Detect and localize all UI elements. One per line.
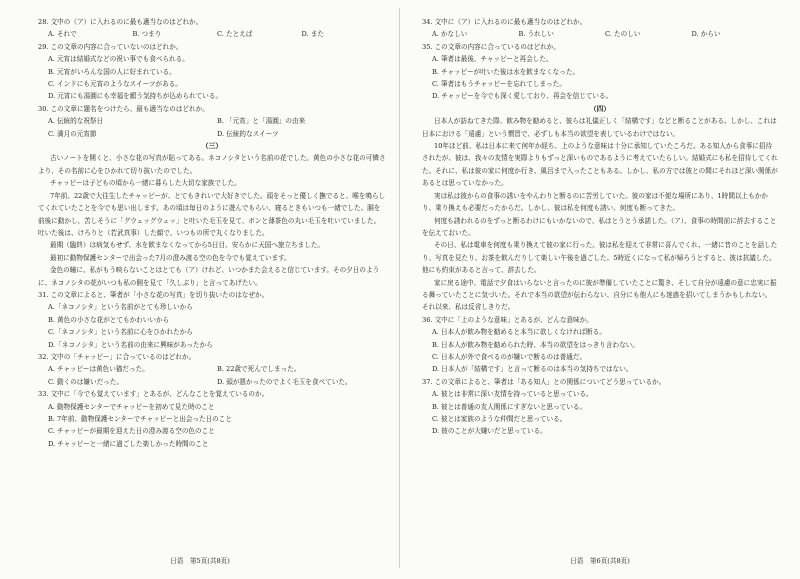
q31-stem: 31. この文章によると、筆者が「小さな花の写真」を切り抜いたのはなぜか。 xyxy=(38,290,269,299)
q32-option-d: D. 頭が悪かったのでよく毛玉を食べていた。 xyxy=(217,377,352,386)
q36-option-a: A. 日本人が飲み物を勧めると本当に欲しくなければ断る。 xyxy=(432,328,606,337)
q29-option-d: D. 元宵にも湯圓にも幸福を願う気持ちが込められている。 xyxy=(48,92,223,101)
q35-option-b: B. チャッピーが吐いた後は水を飲まなくなった。 xyxy=(432,67,580,76)
q30-option-b: B. 「元宵」と「湯圓」の由来 xyxy=(217,117,306,126)
q31-option-b: B. 黄色の小さな花がとてもかわいいから xyxy=(48,315,170,324)
section-4-title: （四） xyxy=(589,104,611,113)
page-6 xyxy=(400,0,800,579)
q32-option-b: B. 22歳で死んでしまった。 xyxy=(217,365,301,374)
q34-option-d: D. からい xyxy=(691,30,721,39)
q30-options-row1 xyxy=(38,115,386,127)
q35-option-d: D. チャッピーを今でも深く愛しており、再会を信じている。 xyxy=(432,92,613,101)
passage-3-p4: 最期（臨終）は病気もせず、水を飲まなくなってから5日目、安らかに天国へ旅立ちました。 xyxy=(50,241,325,250)
q37-stem: 37. この文章によると、筆者は「ある知人」との関係についてどう思っているか。 xyxy=(422,377,666,386)
q30-option-a: A. 伝統的な祝祭日 xyxy=(48,117,104,126)
q35-stem: 35. この文章の内容に合っているのはどれか。 xyxy=(422,42,560,51)
q34-option-b: B. うれしい xyxy=(518,30,554,39)
q33-option-a: A. 動物保護センターでチャッピーを初めて見た時のこと xyxy=(48,402,215,411)
q35-option-c: C. 筆者はもうチャッピーを忘れてしまった。 xyxy=(432,80,566,89)
q28-option-b: B. つまり xyxy=(132,30,162,39)
q36-stem: 36. 文中に「上のような意味」とあるが、どんな意味か。 xyxy=(422,315,593,324)
passage-4-p1: 日本人が訪ねてきた際、飲み物を勧めると、彼らは礼儀正しく「結構です」などと断ることがある。しかし、これは日本における「遠慮」という慣習で、必ずしも本当の欲望を表しているわけではない。 xyxy=(422,117,777,138)
passage-3-p2: チャッピーは子どもの頃から一緒に暮らした大切な家族でした。 xyxy=(50,179,241,188)
q33-option-b: B. 7年前、動物保護センターでチャッピーと出会った日のこと xyxy=(48,415,232,423)
q32-option-c: C. 動くのは嫌いだった。 xyxy=(48,377,123,386)
q32-option-a: A. チャッピーは黄色い猫だった。 xyxy=(48,365,149,374)
q37-option-b: B. 彼とは普通の友人関係にすぎないと思っている。 xyxy=(432,402,587,411)
q34-option-a: A. かなしい xyxy=(432,30,468,39)
q33-option-c: C. チャッピーが最期を迎えた日の澄み渡る空の色のこと xyxy=(48,427,215,436)
page-6-footer: 日语 第6页(共8页) xyxy=(570,557,630,565)
q29-stem: 29. この文章の内容に合っていないのはどれか。 xyxy=(38,42,183,51)
q32-options-row2 xyxy=(38,376,386,388)
q30-option-d: D. 伝統的なスイーツ xyxy=(217,129,279,138)
q28-option-a: A. それで xyxy=(48,30,77,39)
q29-option-a: A. 元宵は結婚式などの祝い事でも食べられる。 xyxy=(48,55,189,64)
passage-4-p5: その日、私は電車を何度も乗り換えて彼の家に行った。彼は私を迎えて非常に喜んでくれ、一緒に昔のことを話したり、写真を見たり、お茶を飲んだりして楽しい午後を過ごした。5時近くになって私が帰ろうとすると、彼は抗議した。他にも約束があると言って、辞去した。 xyxy=(422,241,778,275)
q29-option-b: B. 元宵がいろんな国の人に好まれている。 xyxy=(48,67,176,76)
q32-stem: 32. 文中の「チャッピー」に合っているのはどれか。 xyxy=(38,352,196,361)
q36-option-b: B. 日本人が飲み物を勧められた時、本当の欲望をはっきり言わない。 xyxy=(432,340,639,349)
passage-4-p4: 何度も誘われるのをずっと断るわけにもいかないので、私はとうとう承諾した。（ア）、食事の時間前に辞去することを伝えておいた。 xyxy=(422,216,777,237)
passage-3-p1: 古いノートを開くと、小さな花の写真が貼ってある。ネコノシタという名前の花でした。黄色の小さな花の可憐さより、その名前に心をひかれて切り抜いたのでした。 xyxy=(38,154,386,175)
q36-option-c: C. 日本人が外で食べるのが嫌いで断るのは普通だ。 xyxy=(432,352,587,361)
q33-option-d: D. チャッピーと一緒に過ごした楽しかった時間のこと xyxy=(48,439,209,448)
q28-option-d: D. また xyxy=(301,30,324,39)
passage-4-p6: 家に戻る途中、電話で夕食はいらないと言ったのに彼が準備していたことに驚き、そして自分が遠慮の意に忠実に振る舞っていたことに気づいた。それで本当の欲望が伝わらない、自分にも他人にも迷惑を招いてしまうかもしれない。それ以来、私は反省しきりだ。 xyxy=(422,278,777,312)
passage-3-p3: 7年前、22歳で大往生したチャッピーが、とてもきれいで大好きでした。頭をそっと優しく撫でると、喉を鳴らしてくれていたことを今でも思い出します。あの頃は毎日のように遊んでもらい、寝るときもいつも一緒でした。胴を前後に動かし、苦しそうに「グウェッグウェッ」と吐いた毛玉を見て、ボンと薄茶色の丸い毛玉を吐いていました。吐いた後は、けろりと（若武真事）した顔で、いつもの所で丸くなりました。 xyxy=(38,191,386,237)
q30-options-row2 xyxy=(38,128,386,140)
q28-options xyxy=(38,28,386,40)
q34-stem: 34. 文中に（ア）に入れるのに最も適当なのはどれか。 xyxy=(422,18,587,26)
q37-option-a: A. 彼とは非常に深い友情を持っていると思っている。 xyxy=(432,390,593,399)
q28-stem: 28. 文中の（ア）に入れるのに最も適当なのはどれか。 xyxy=(38,18,203,26)
passage-4-p2: 10年ほど前、私は日本に来て何年か経ち、上のような意味は十分に承知していたころだ。ある知人から食事に招待されたが、彼は、我々の友情を実際よりもずっと深いものであるように考えていたらしい。結婚式にも私を招待してくれた。それに、私は彼の家に何度か行き、風呂まで入ったこともある。しかし、私の方では彼との間にそれほど深い関係があるとは思っていなかった。 xyxy=(422,142,778,188)
q33-stem: 33. 文中に「今でも覚えています」とあるが、どんなことを覚えているのか。 xyxy=(38,390,269,399)
q30-option-c: C. 満月の元宵節 xyxy=(48,129,97,138)
q31-option-a: A.「ネコノシタ」という名前がとても珍しいから xyxy=(48,303,193,312)
q36-option-d: D. 日本人が「結構です」と言って断るのは本当の気持ちではない。 xyxy=(432,365,633,374)
q37-option-c: C. 彼とは家族のような仲間だと思っている。 xyxy=(432,415,567,423)
q34-options xyxy=(422,28,778,40)
passage-3-p6: 金色の瞳に、私がもう映らないことはとても（ア）けれど、いつかまた会えると信じています。その夕日のように、ネコノシタの花がいつも私の側を見て「久しぶり」と言ってあげたい。 xyxy=(38,266,380,287)
page-5-footer: 日语 第5页(共8页) xyxy=(170,557,230,565)
q30-stem: 30. この文章に題名をつけたら、最も適当なのはどれか。 xyxy=(38,104,209,113)
q31-option-d: D.「ネコノシタ」という名前の由来に興味があったから xyxy=(48,340,213,349)
section-3-title: （三） xyxy=(201,142,223,151)
q35-option-a: A. 筆者は最後、チャッピーと再会した。 xyxy=(432,55,553,64)
q37-option-d: D. 彼のことが大嫌いだと思っている。 xyxy=(432,427,547,436)
passage-4-p3: 実は私は彼からの食事の誘いをやんわりと断るのに苦労していた。彼の家は不便な場所にあり、1時間以上もかかり、乗り換えも必要だったからだ。しかし、彼は私を何度も誘い、何度も断ってきた。 xyxy=(422,191,768,213)
q28-option-c: C. たとえば xyxy=(217,30,253,39)
q29-option-c: C. インドにも元宵のようなスイーツがある。 xyxy=(48,80,182,89)
passage-3-p5: 最初に動物保護センターで出会った7月の澄み渡る空の色を今でも覚えています。 xyxy=(50,253,291,262)
q34-option-c: C. たのしい xyxy=(605,30,641,39)
q32-options-row1 xyxy=(38,363,386,375)
q31-option-c: C.「ネコノシタ」という名前に心をひかれたから xyxy=(48,328,193,337)
